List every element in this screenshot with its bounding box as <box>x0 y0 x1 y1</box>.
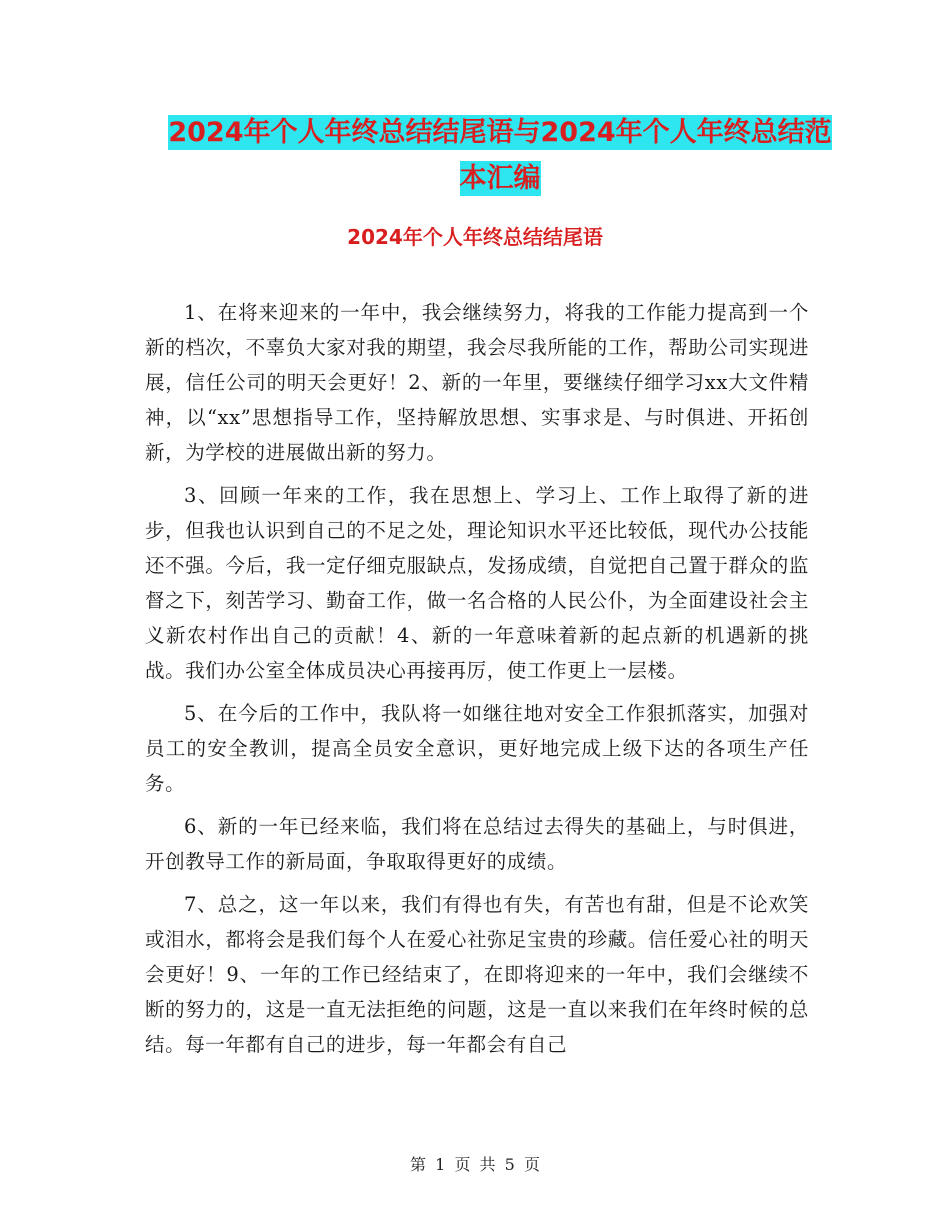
footer-total-pages: 5 <box>504 1155 515 1174</box>
footer-total-suffix: 页 <box>523 1155 540 1174</box>
section-title: 2024年个人年终总结结尾语 <box>347 225 603 249</box>
document-title <box>150 110 850 202</box>
paragraph: 6、新的一年已经来临，我们将在总结过去得失的基础上，与时俱进，开创教导工作的新局面，争取取得更好的成绩。 <box>145 815 809 873</box>
paragraph: 1、在将来迎来的一年中，我会继续努力，将我的工作能力提高到一个新的档次，不辜负大家对我的期望，我会尽我所能的工作，帮助公司实现进展，信任公司的明天会更好！2、新的一年里，要继续仔细学习xx大文件精神，以“xx”思想指导工作，坚持解放思想、实事求是、与时俱进、开拓创新，为学校的进展做出新的努力。 <box>145 301 809 464</box>
page-footer <box>0 1152 950 1175</box>
document-body <box>145 295 809 1070</box>
document-title-line2: 本汇编 <box>459 163 541 194</box>
paragraph: 5、在今后的工作中，我队将一如继往地对安全工作狠抓落实，加强对员工的安全教训，提高全员安全意识，更好地完成上级下达的各项生产任务。 <box>145 702 809 795</box>
footer-page-prefix: 第 <box>410 1155 427 1174</box>
footer-page-number: 1 <box>435 1155 446 1174</box>
paragraph: 7、总之，这一年以来，我们有得也有失，有苦也有甜，但是不论欢笑或泪水，都将会是我们每个人在爱心社弥足宝贵的珍藏。信任爱心社的明天会更好！9、一年的工作已经结束了，在即将迎来的一年中，我们会继续不断的努力的，这是一直无法拒绝的问题，这是一直以来我们在年终时候的总结。每一年都有自己的进步，每一年都会有自己 <box>145 893 809 1056</box>
document-title-line1: 2024年个人年终总结结尾语与2024年个人年终总结范 <box>168 117 832 148</box>
footer-total-prefix: 共 <box>479 1155 496 1174</box>
paragraph: 3、回顾一年来的工作，我在思想上、学习上、工作上取得了新的进步，但我也认识到自己的不足之处，理论知识水平还比较低，现代办公技能还不强。今后，我一定仔细克服缺点，发扬成绩，自觉把自己置于群众的监督之下，刻苦学习、勤奋工作，做一名合格的人民公仆，为全面建设社会主义新农村作出自己的贡献！4、新的一年意味着新的起点新的机遇新的挑战。我们办公室全体成员决心再接再厉，使工作更上一层楼。 <box>145 484 809 682</box>
footer-page-mid: 页 <box>454 1155 471 1174</box>
